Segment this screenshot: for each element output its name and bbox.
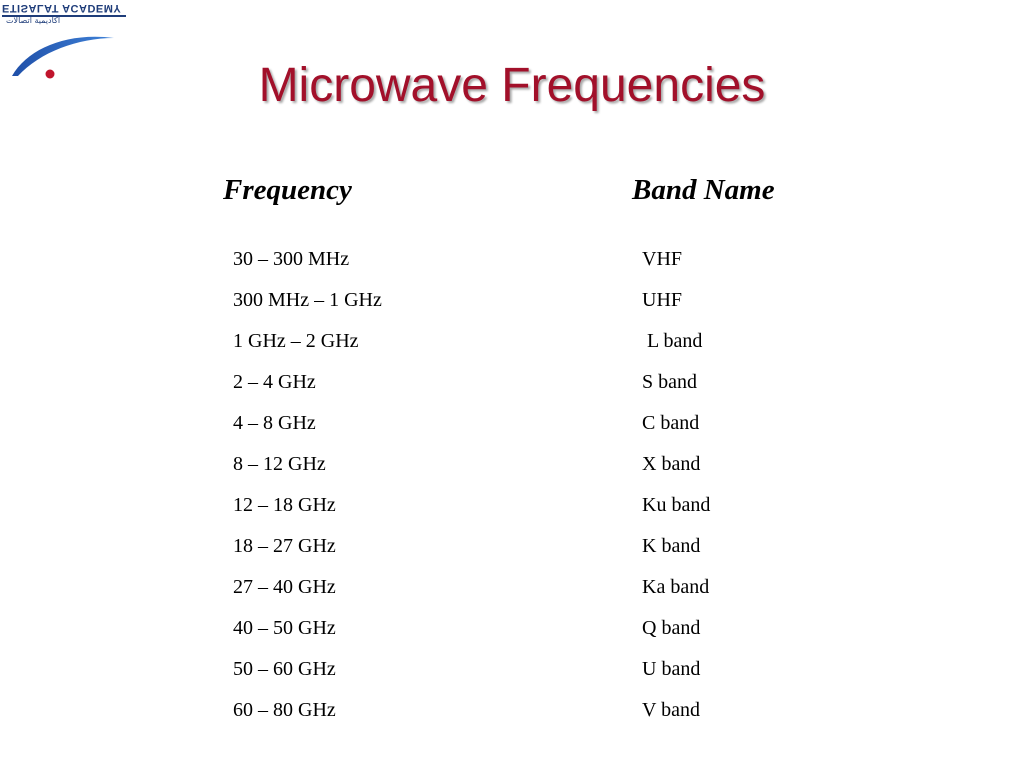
band-cell: C band <box>642 412 700 434</box>
band-cell: Ku band <box>642 494 711 516</box>
band-name-column-header: Band Name <box>632 174 775 206</box>
band-cell: S band <box>642 371 697 393</box>
frequency-cell: 50 – 60 GHz <box>233 658 336 680</box>
frequency-cell: 60 – 80 GHz <box>233 699 336 721</box>
frequency-cell: 30 – 300 MHz <box>233 248 350 270</box>
table-row <box>0 526 1024 567</box>
band-cell: V band <box>642 699 700 721</box>
band-cell: L band <box>642 330 703 352</box>
table-row <box>0 485 1024 526</box>
frequency-cell: 40 – 50 GHz <box>233 617 336 639</box>
frequency-cell: 12 – 18 GHz <box>233 494 336 516</box>
band-cell: U band <box>642 658 701 680</box>
table-row <box>0 403 1024 444</box>
table-row <box>0 362 1024 403</box>
frequency-cell: 1 GHz – 2 GHz <box>233 330 359 352</box>
table-row <box>0 239 1024 280</box>
logo-name: ETISALAT ACADEMY <box>2 2 122 14</box>
frequency-cell: 2 – 4 GHz <box>233 371 316 393</box>
frequency-cell: 300 MHz – 1 GHz <box>233 289 382 311</box>
table-row <box>0 321 1024 362</box>
frequency-cell: 18 – 27 GHz <box>233 535 336 557</box>
band-cell: UHF <box>642 289 683 311</box>
frequency-band-table <box>0 239 1024 731</box>
band-cell: Ka band <box>642 576 710 598</box>
band-cell: X band <box>642 453 701 475</box>
frequency-column-header: Frequency <box>223 174 352 206</box>
band-cell: K band <box>642 535 701 557</box>
table-row <box>0 280 1024 321</box>
band-cell: VHF <box>642 248 683 270</box>
table-row <box>0 444 1024 485</box>
table-row <box>0 608 1024 649</box>
frequency-cell: 27 – 40 GHz <box>233 576 336 598</box>
frequency-cell: 8 – 12 GHz <box>233 453 326 475</box>
band-cell: Q band <box>642 617 701 639</box>
table-row <box>0 567 1024 608</box>
slide-title: Microwave Frequencies <box>258 59 766 112</box>
frequency-cell: 4 – 8 GHz <box>233 412 316 434</box>
table-row <box>0 649 1024 690</box>
logo-arabic-name: أكاديمية اتصالات <box>6 16 61 25</box>
table-row <box>0 690 1024 731</box>
